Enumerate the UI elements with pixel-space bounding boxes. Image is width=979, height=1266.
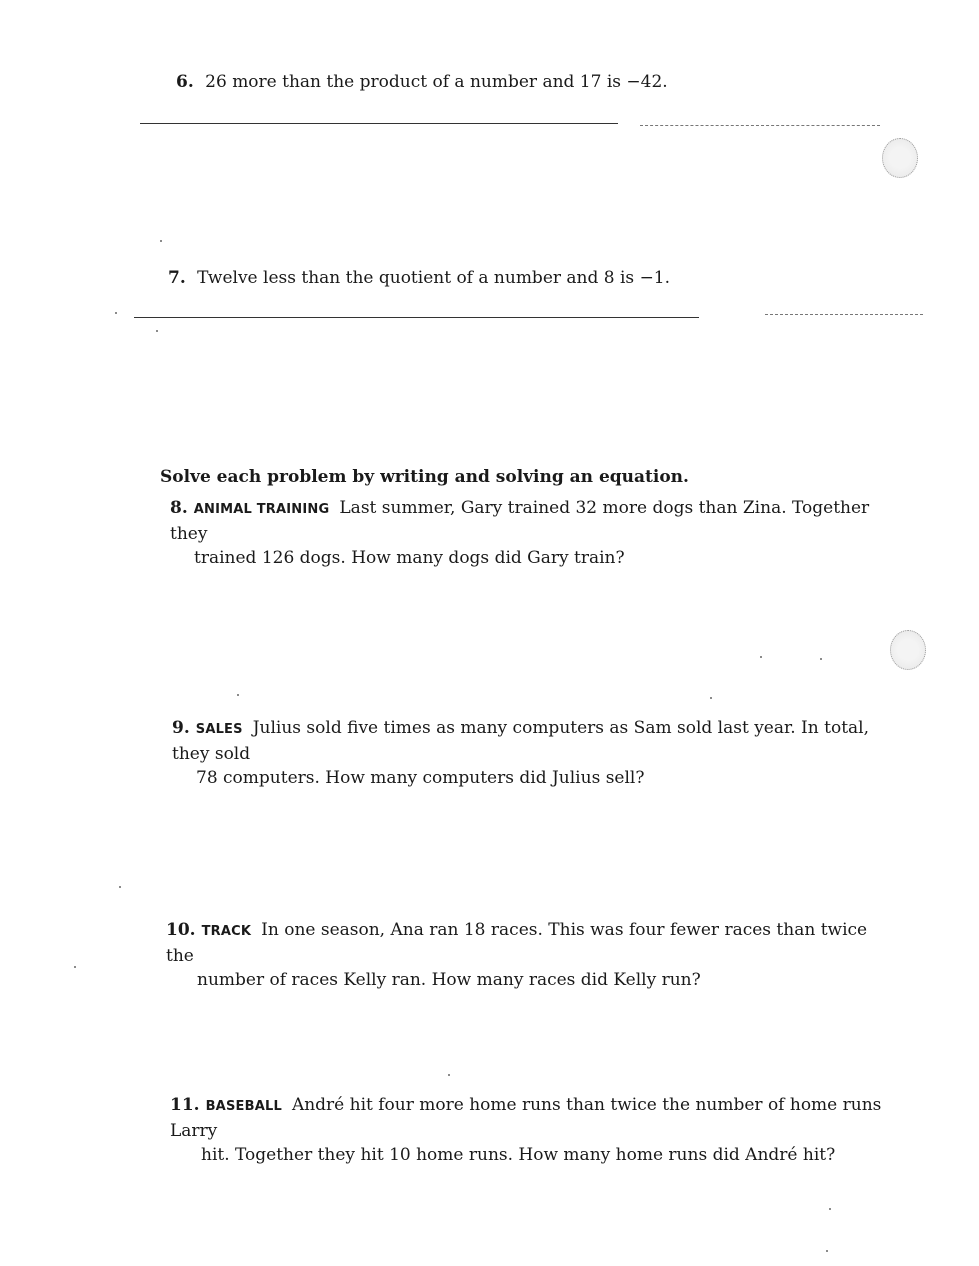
answer-line bbox=[140, 123, 618, 124]
problem-number: 9. bbox=[172, 718, 190, 738]
problem-text-line2: 78 computers. How many computers did Julius sell? bbox=[196, 768, 645, 788]
scan-speck bbox=[160, 240, 162, 242]
scan-speck bbox=[115, 312, 117, 314]
answer-line-extension bbox=[640, 125, 880, 126]
punch-hole bbox=[882, 138, 918, 178]
problem-number: 10. bbox=[166, 920, 196, 940]
problem-topic: BASEBALL bbox=[205, 1099, 282, 1114]
problem-topic: SALES bbox=[195, 722, 243, 737]
problem-text-line2: trained 126 dogs. How many dogs did Gary train? bbox=[194, 548, 625, 568]
scan-speck bbox=[710, 697, 712, 699]
problem-text-line2: number of races Kelly ran. How many races did Kelly run? bbox=[197, 970, 701, 990]
scan-speck bbox=[74, 966, 76, 968]
scan-speck bbox=[826, 1250, 828, 1252]
scan-speck bbox=[829, 1208, 831, 1210]
problem-text: Twelve less than the quotient of a number and 8 is −1. bbox=[197, 268, 671, 288]
problem-text: 26 more than the product of a number and 17 is −42. bbox=[205, 72, 668, 92]
problem-9 bbox=[172, 716, 892, 790]
problem-text-line1: André hit four more home runs than twice the number of home runs Larry bbox=[170, 1095, 882, 1141]
problem-text-line2: hit. Together they hit 10 home runs. How many home runs did André hit? bbox=[201, 1145, 836, 1165]
scan-speck bbox=[237, 694, 239, 696]
problem-11 bbox=[170, 1093, 890, 1167]
scan-speck bbox=[119, 886, 121, 888]
scan-speck bbox=[448, 1074, 450, 1076]
problem-number: 7. bbox=[168, 268, 186, 288]
problem-topic: ANIMAL TRAINING bbox=[193, 502, 330, 517]
problem-7 bbox=[168, 266, 670, 290]
problem-topic: TRACK bbox=[201, 924, 252, 939]
punch-hole bbox=[890, 630, 926, 670]
scan-speck bbox=[156, 330, 158, 332]
problem-text-line1: Julius sold five times as many computers as Sam sold last year. In total, they sold bbox=[172, 718, 870, 764]
problem-8 bbox=[170, 496, 890, 570]
problem-10 bbox=[166, 918, 886, 992]
answer-line bbox=[134, 317, 699, 318]
problem-number: 6. bbox=[176, 72, 194, 92]
scan-speck bbox=[820, 658, 822, 660]
scan-speck bbox=[760, 656, 762, 658]
section-heading: Solve each problem by writing and solving an equation. bbox=[160, 467, 689, 487]
problem-number: 11. bbox=[170, 1095, 200, 1115]
problem-text-line1: In one season, Ana ran 18 races. This was four fewer races than twice the bbox=[166, 920, 868, 966]
problem-number: 8. bbox=[170, 498, 188, 518]
problem-text-line1: Last summer, Gary trained 32 more dogs than Zina. Together they bbox=[170, 498, 870, 544]
answer-line-extension bbox=[765, 314, 923, 315]
problem-6 bbox=[176, 70, 668, 94]
